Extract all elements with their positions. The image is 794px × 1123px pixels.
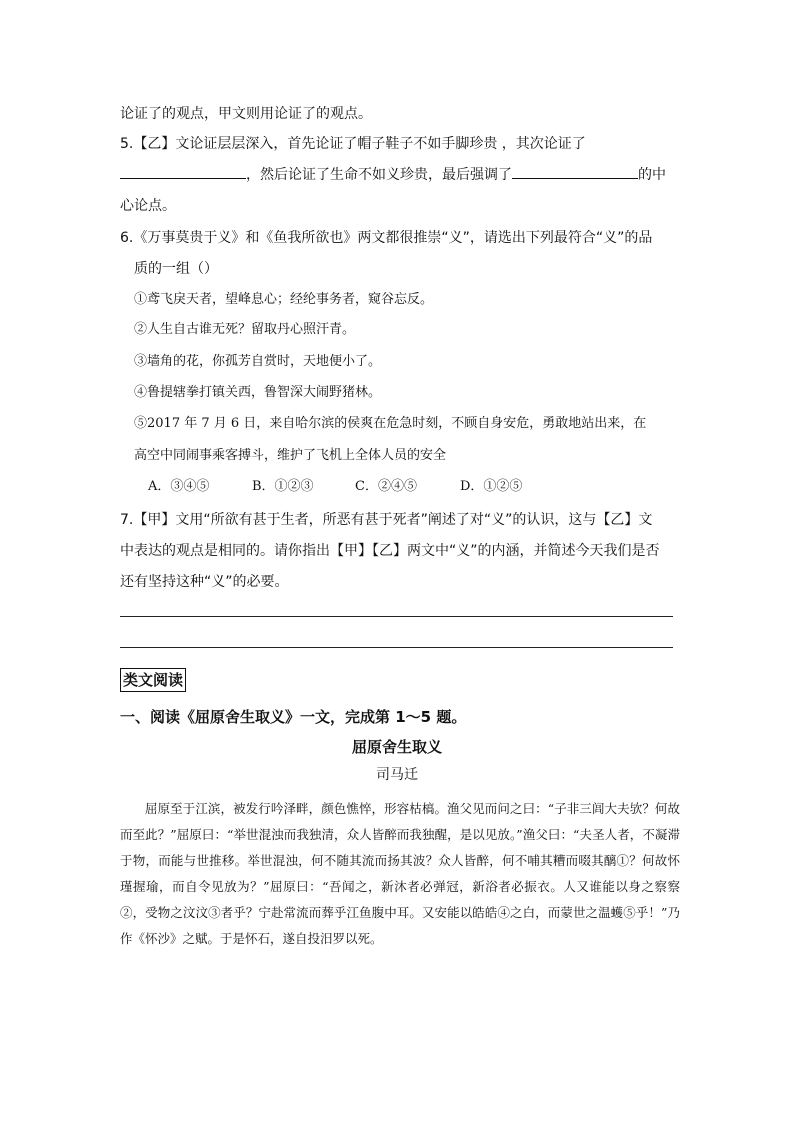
article-body <box>120 796 680 952</box>
q6-item-5: ⑤2017 年 7 月 6 日，来自哈尔滨的侯爽在危急时刻，不顾自身安危，勇敢地站出来，在 <box>134 416 647 431</box>
q7-line-2: 中表达的观点是相同的。请你指出【甲】【乙】两文中“义”的内涵，并简述今天我们是否 <box>120 543 660 559</box>
article-author: 司马迁 <box>376 767 418 783</box>
q5-line-2-mid: ，然后论证了生命不如义珍贵，最后强调了 <box>246 167 512 183</box>
q5-line-3: 心论点。 <box>120 198 176 214</box>
q5-line-2-end: 的中 <box>638 167 666 183</box>
article-paragraph: 屈原至于江滨，被发行吟泽畔，颜色憔悴，形容枯槁。渔父见而问之曰：“子非三闾大夫欤？何故而至此？”屈原曰：“举世混浊而我独清，众人皆醉而我独醒，是以见放。”渔父曰：“夫圣人者，不凝滞于物，而能与世推移。举世混浊，何不随其流而扬其波？众人皆醉，何不哺其糟而啜其醨①？何故怀瑾握瑜，而自令见放为？”屈原曰：“吾闻之，新沐者必弹冠，新浴者必振衣。人又谁能以身之察察②，受物之汶汶③者乎？宁赴常流而葬乎江鱼腹中耳。又安能以皓皓④之白，而蒙世之温蠖⑤乎！”乃作《怀沙》之赋。于是怀石，遂自投汨罗以死。 <box>120 801 680 946</box>
q4-tail-text: 论证了的观点，甲文则用论证了的观点。 <box>120 106 372 122</box>
answer-line-2[interactable] <box>120 647 673 648</box>
q6-line-1: 6.《万事莫贵于义》和《鱼我所欲也》两文都很推崇“义”，请选出下列最符合“义”的品 <box>120 230 653 246</box>
q6-choice-c[interactable]: C．②④⑤ <box>355 479 417 494</box>
q6-choice-b[interactable]: B．①②③ <box>252 479 314 494</box>
q6-item-4: ④鲁提辖拳打镇关西，鲁智深大闹野猪林。 <box>134 385 382 400</box>
article-title: 屈原舍生取义 <box>351 738 442 756</box>
q6-item-5-cont: 高空中同闹事乘客搏斗，维护了飞机上全体人员的安全 <box>134 448 447 463</box>
q5-blank-2[interactable] <box>512 164 638 179</box>
q6-choice-a[interactable]: A．③④⑤ <box>148 479 210 494</box>
q6-item-1: ①鸢飞戾天者，望峰息心；经纶事务者，窥谷忘反。 <box>134 292 434 307</box>
q5-blank-1[interactable] <box>120 164 246 179</box>
q6-choice-d[interactable]: D．①②⑤ <box>460 479 523 494</box>
q7-line-3: 还有坚持这种“义”的必要。 <box>120 574 289 590</box>
q6-line-2: 质的一组（） <box>134 261 218 277</box>
section-label-box: 类文阅读 <box>120 668 186 692</box>
q5-line-1: 5.【乙】文论证层层深入，首先论证了帽子鞋子不如手脚珍贵 ，其次论证了 <box>120 136 586 152</box>
q6-item-2: ②人生自古谁无死？留取丹心照汗青。 <box>134 322 356 337</box>
section-heading: 一、阅读《屈原舍生取义》一文，完成第 1～5 题。 <box>120 708 467 726</box>
q5-line-2 <box>120 164 666 185</box>
q6-item-3: ③墙角的花，你孤芳自赏时，天地便小了。 <box>134 354 382 369</box>
q7-line-1: 7.【甲】文用“所欲有甚于生者，所恶有甚于死者”阐述了对“义”的认识，这与【乙】文 <box>120 512 653 528</box>
answer-line-1[interactable] <box>120 616 673 617</box>
